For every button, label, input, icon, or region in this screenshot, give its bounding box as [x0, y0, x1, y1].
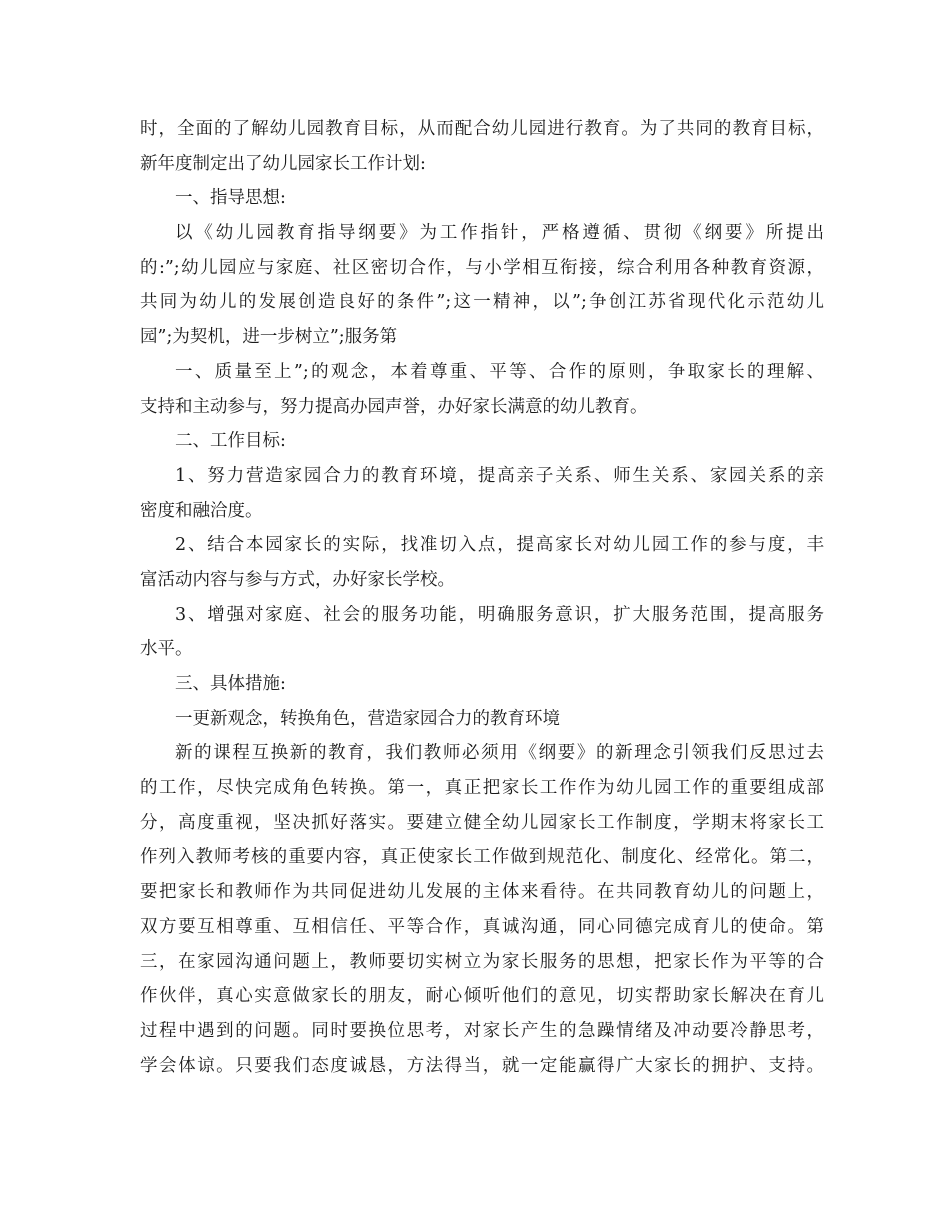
text-line: 二、工作目标: — [175, 431, 286, 452]
text-line: 三，在家园沟通问题上，教师要切实树立为家长服务的思想，把家长作为平等的合 — [140, 951, 824, 972]
text-line: 园”;为契机，进一步树立”;服务第 — [140, 327, 398, 348]
document-body — [140, 112, 824, 1083]
text-line: 共同为幼儿的发展创造良好的条件”;这一精神，以”;争创江苏省现代化示范幼儿 — [140, 292, 824, 313]
text-line: 新的课程互换新的教育，我们教师必须用《纲要》的新理念引领我们反思过去 — [175, 743, 824, 764]
text-line: 学会体谅。只要我们态度诚恳，方法得当，就一定能赢得广大家长的拥护、支持。 — [140, 1055, 824, 1076]
text-line: 密度和融洽度。 — [140, 500, 263, 521]
text-line: 1、努力营造家园合力的教育环境，提高亲子关系、师生关系、家园关系的亲 — [175, 465, 824, 486]
text-line: 新年度制定出了幼儿园家长工作计划: — [140, 153, 426, 174]
text-line: 时，全面的了解幼儿园教育目标，从而配合幼儿园进行教育。为了共同的教育目标， — [140, 119, 824, 139]
text-line: 一、质量至上”;的观念，本着尊重、平等、合作的原则，争取家长的理解、 — [175, 361, 824, 382]
text-line: 分，高度重视，坚决抓好落实。要建立健全幼儿园家长工作制度，学期末将家长工 — [140, 812, 824, 833]
text-line: 2、结合本园家长的实际，找准切入点，提高家长对幼儿园工作的参与度，丰 — [175, 535, 824, 556]
text-line: 要把家长和教师作为共同促进幼儿发展的主体来看待。在共同教育幼儿的问题上， — [140, 882, 824, 903]
text-line: 一、指导思想: — [175, 188, 286, 209]
text-line: 作伙伴，真心实意做家长的朋友，耐心倾听他们的意见，切实帮助家长解决在育儿 — [140, 986, 824, 1007]
text-line: 3、增强对家庭、社会的服务功能，明确服务意识，扩大服务范围，提高服务 — [175, 604, 824, 625]
text-line: 支持和主动参与，努力提高办园声誉，办好家长满意的幼儿教育。 — [140, 396, 648, 417]
text-line: 的:”;幼儿园应与家庭、社区密切合作，与小学相互衔接，综合利用各种教育资源， — [140, 257, 824, 278]
text-line: 的工作，尽快完成角色转换。第一，真正把家长工作作为幼儿园工作的重要组成部 — [140, 778, 824, 799]
text-line: 水平。 — [140, 639, 193, 660]
text-line: 双方要互相尊重、互相信任、平等合作，真诚沟通，同心同德完成育儿的使命。第 — [140, 916, 824, 937]
text-line: 三、具体措施: — [175, 674, 286, 694]
text-line: 作列入教师考核的重要内容，真正使家长工作做到规范化、制度化、经常化。第二， — [140, 847, 824, 868]
text-line: 以《幼儿园教育指导纲要》为工作指针，严格遵循、贯彻《纲要》所提出 — [175, 223, 824, 244]
text-line: 富活动内容与参与方式，办好家长学校。 — [140, 569, 455, 590]
text-line: 一更新观念，转换角色，营造家园合力的教育环境 — [175, 708, 560, 729]
text-line: 过程中遇到的问题。同时要换位思考，对家长产生的急躁情绪及冲动要冷静思考， — [140, 1020, 824, 1041]
